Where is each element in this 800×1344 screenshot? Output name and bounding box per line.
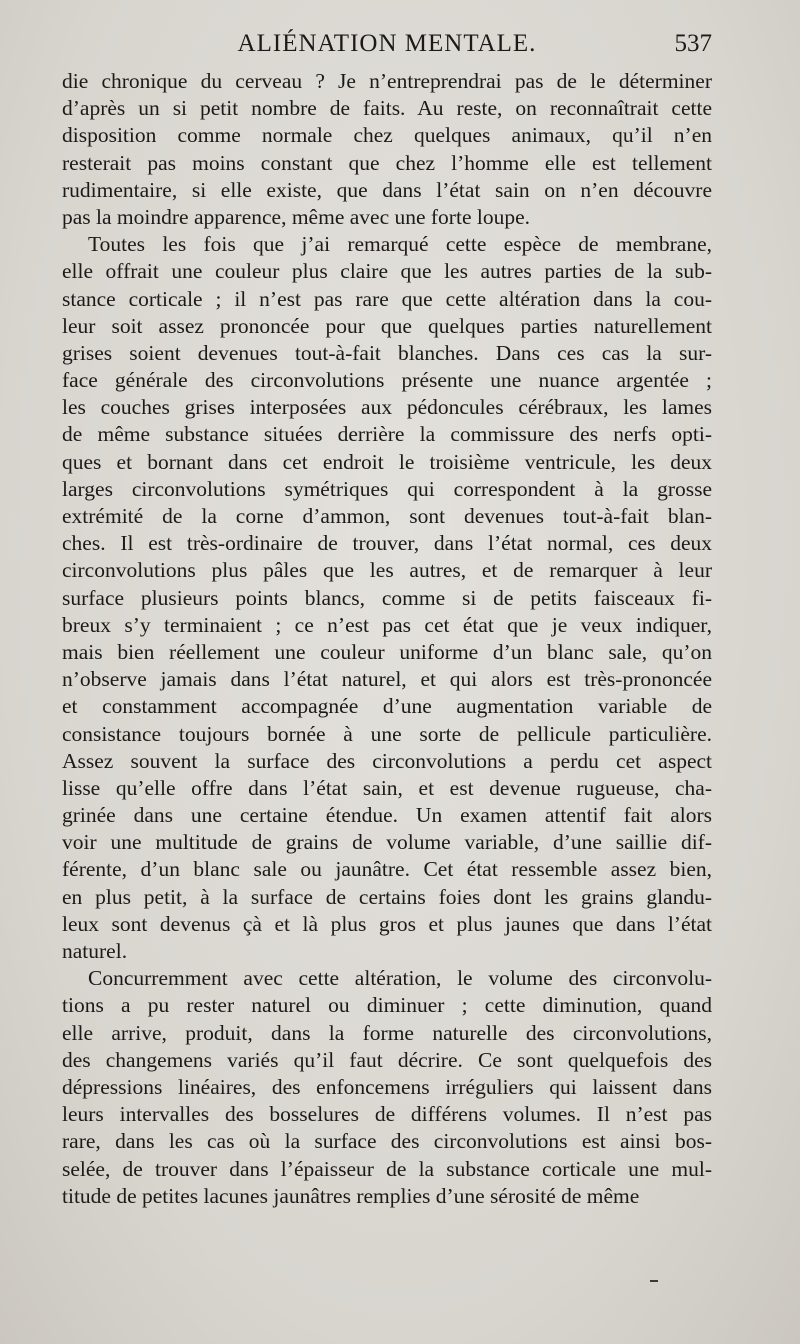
running-title: ALIÉNATION MENTALE. xyxy=(237,30,537,57)
paragraph xyxy=(62,68,712,231)
ink-speck xyxy=(650,1280,658,1282)
text-line: face générale des circonvolutions présente une nuance argentée ; xyxy=(62,368,712,393)
text-line: dépressions linéaires, des enfoncemens irréguliers qui laissent dans xyxy=(62,1074,712,1099)
text-line: férente, d’un blanc sale ou jaunâtre. Cet état ressemble assez bien, xyxy=(62,857,712,882)
text-line: leurs intervalles des bosselures de différens volumes. Il n’est pas xyxy=(62,1102,712,1127)
text-line: elle arrive, produit, dans la forme naturelle des circonvolutions, xyxy=(62,1020,712,1045)
text-line: extrémité de la corne d’ammon, sont devenues tout-à-fait blan- xyxy=(62,504,712,528)
text-line: lisse qu’elle offre dans l’état sain, et est devenue rugueuse, cha- xyxy=(62,775,712,800)
text-line: leur soit assez prononcée pour que quelques parties naturellement xyxy=(62,313,712,338)
text-line: n’observe jamais dans l’état naturel, et qui alors est très-prononcée xyxy=(62,667,712,692)
running-head xyxy=(62,30,712,66)
text-line: grinée dans une certaine étendue. Un examen attentif fait alors xyxy=(62,803,712,828)
text-line: ques et bornant dans cet endroit le troisième ventricule, les deux xyxy=(62,449,712,474)
text-line: Toutes les fois que j’ai remarqué cette espèce de membrane, xyxy=(88,232,712,257)
text-line: rare, dans les cas où la surface des circonvolutions est ainsi bos- xyxy=(62,1129,712,1154)
text-line: naturel. xyxy=(62,939,128,963)
text-line: elle offrait une couleur plus claire que les autres parties de la sub- xyxy=(62,259,712,284)
text-line: de même substance situées derrière la commissure des nerfs opti- xyxy=(62,422,712,447)
paragraph xyxy=(62,231,712,965)
text-line: selée, de trouver dans l’épaisseur de la substance corticale une mul- xyxy=(62,1156,712,1181)
text-line: larges circonvolutions symétriques qui correspondent à la grosse xyxy=(62,476,712,501)
text-line: rudimentaire, si elle existe, que dans l’état sain on n’en découvre xyxy=(62,177,712,202)
text-line: voir une multitude de grains de volume variable, d’une saillie dif- xyxy=(62,830,712,855)
page-number: 537 xyxy=(674,30,712,57)
text-line: resterait pas moins constant que chez l’homme elle est tellement xyxy=(62,150,712,175)
body-text xyxy=(62,68,712,1210)
text-line: d’après un si petit nombre de faits. Au reste, on reconnaîtrait cette xyxy=(62,96,712,121)
text-line: surface plusieurs points blancs, comme si de petits faisceaux fi- xyxy=(62,585,712,610)
text-line: ches. Il est très-ordinaire de trouver, dans l’état normal, ces deux xyxy=(62,531,712,556)
text-line: pas la moindre apparence, même avec une forte loupe. xyxy=(62,204,531,229)
text-line: grises soient devenues tout-à-fait blanches. Dans ces cas la sur- xyxy=(62,340,712,365)
text-line: stance corticale ; il n’est pas rare que cette altération dans la cou- xyxy=(62,286,712,311)
text-line: die chronique du cerveau ? Je n’entreprendrai pas de le déterminer xyxy=(62,69,712,93)
text-line: des changemens variés qu’il faut décrire. Ce sont quelquefois des xyxy=(62,1047,712,1072)
text-line: titude de petites lacunes jaunâtres remplies d’une sérosité de même xyxy=(62,1183,640,1208)
text-line: disposition comme normale chez quelques animaux, qu’il n’en xyxy=(62,123,712,148)
text-line: consistance toujours bornée à une sorte de pellicule particulière. xyxy=(62,721,712,746)
text-line: breux s’y terminaient ; ce n’est pas cet état que je veux indiquer, xyxy=(62,612,712,637)
text-line: tions a pu rester naturel ou diminuer ; cette diminution, quand xyxy=(62,993,712,1018)
text-line: en plus petit, à la surface de certains foies dont les grains glandu- xyxy=(62,884,712,909)
text-line: circonvolutions plus pâles que les autres, et de remarquer à leur xyxy=(62,558,712,583)
text-line: Assez souvent la surface des circonvolutions a perdu cet aspect xyxy=(62,748,712,773)
text-line: Concurremment avec cette altération, le volume des circonvolu- xyxy=(88,966,712,991)
text-line: leux sont devenus çà et là plus gros et plus jaunes que dans l’état xyxy=(62,911,712,936)
paragraph xyxy=(62,965,712,1210)
text-line: les couches grises interposées aux pédoncules cérébraux, les lames xyxy=(62,395,712,420)
text-line: mais bien réellement une couleur uniforme d’un blanc sale, qu’on xyxy=(62,639,712,664)
text-line: et constamment accompagnée d’une augmentation variable de xyxy=(62,694,712,719)
